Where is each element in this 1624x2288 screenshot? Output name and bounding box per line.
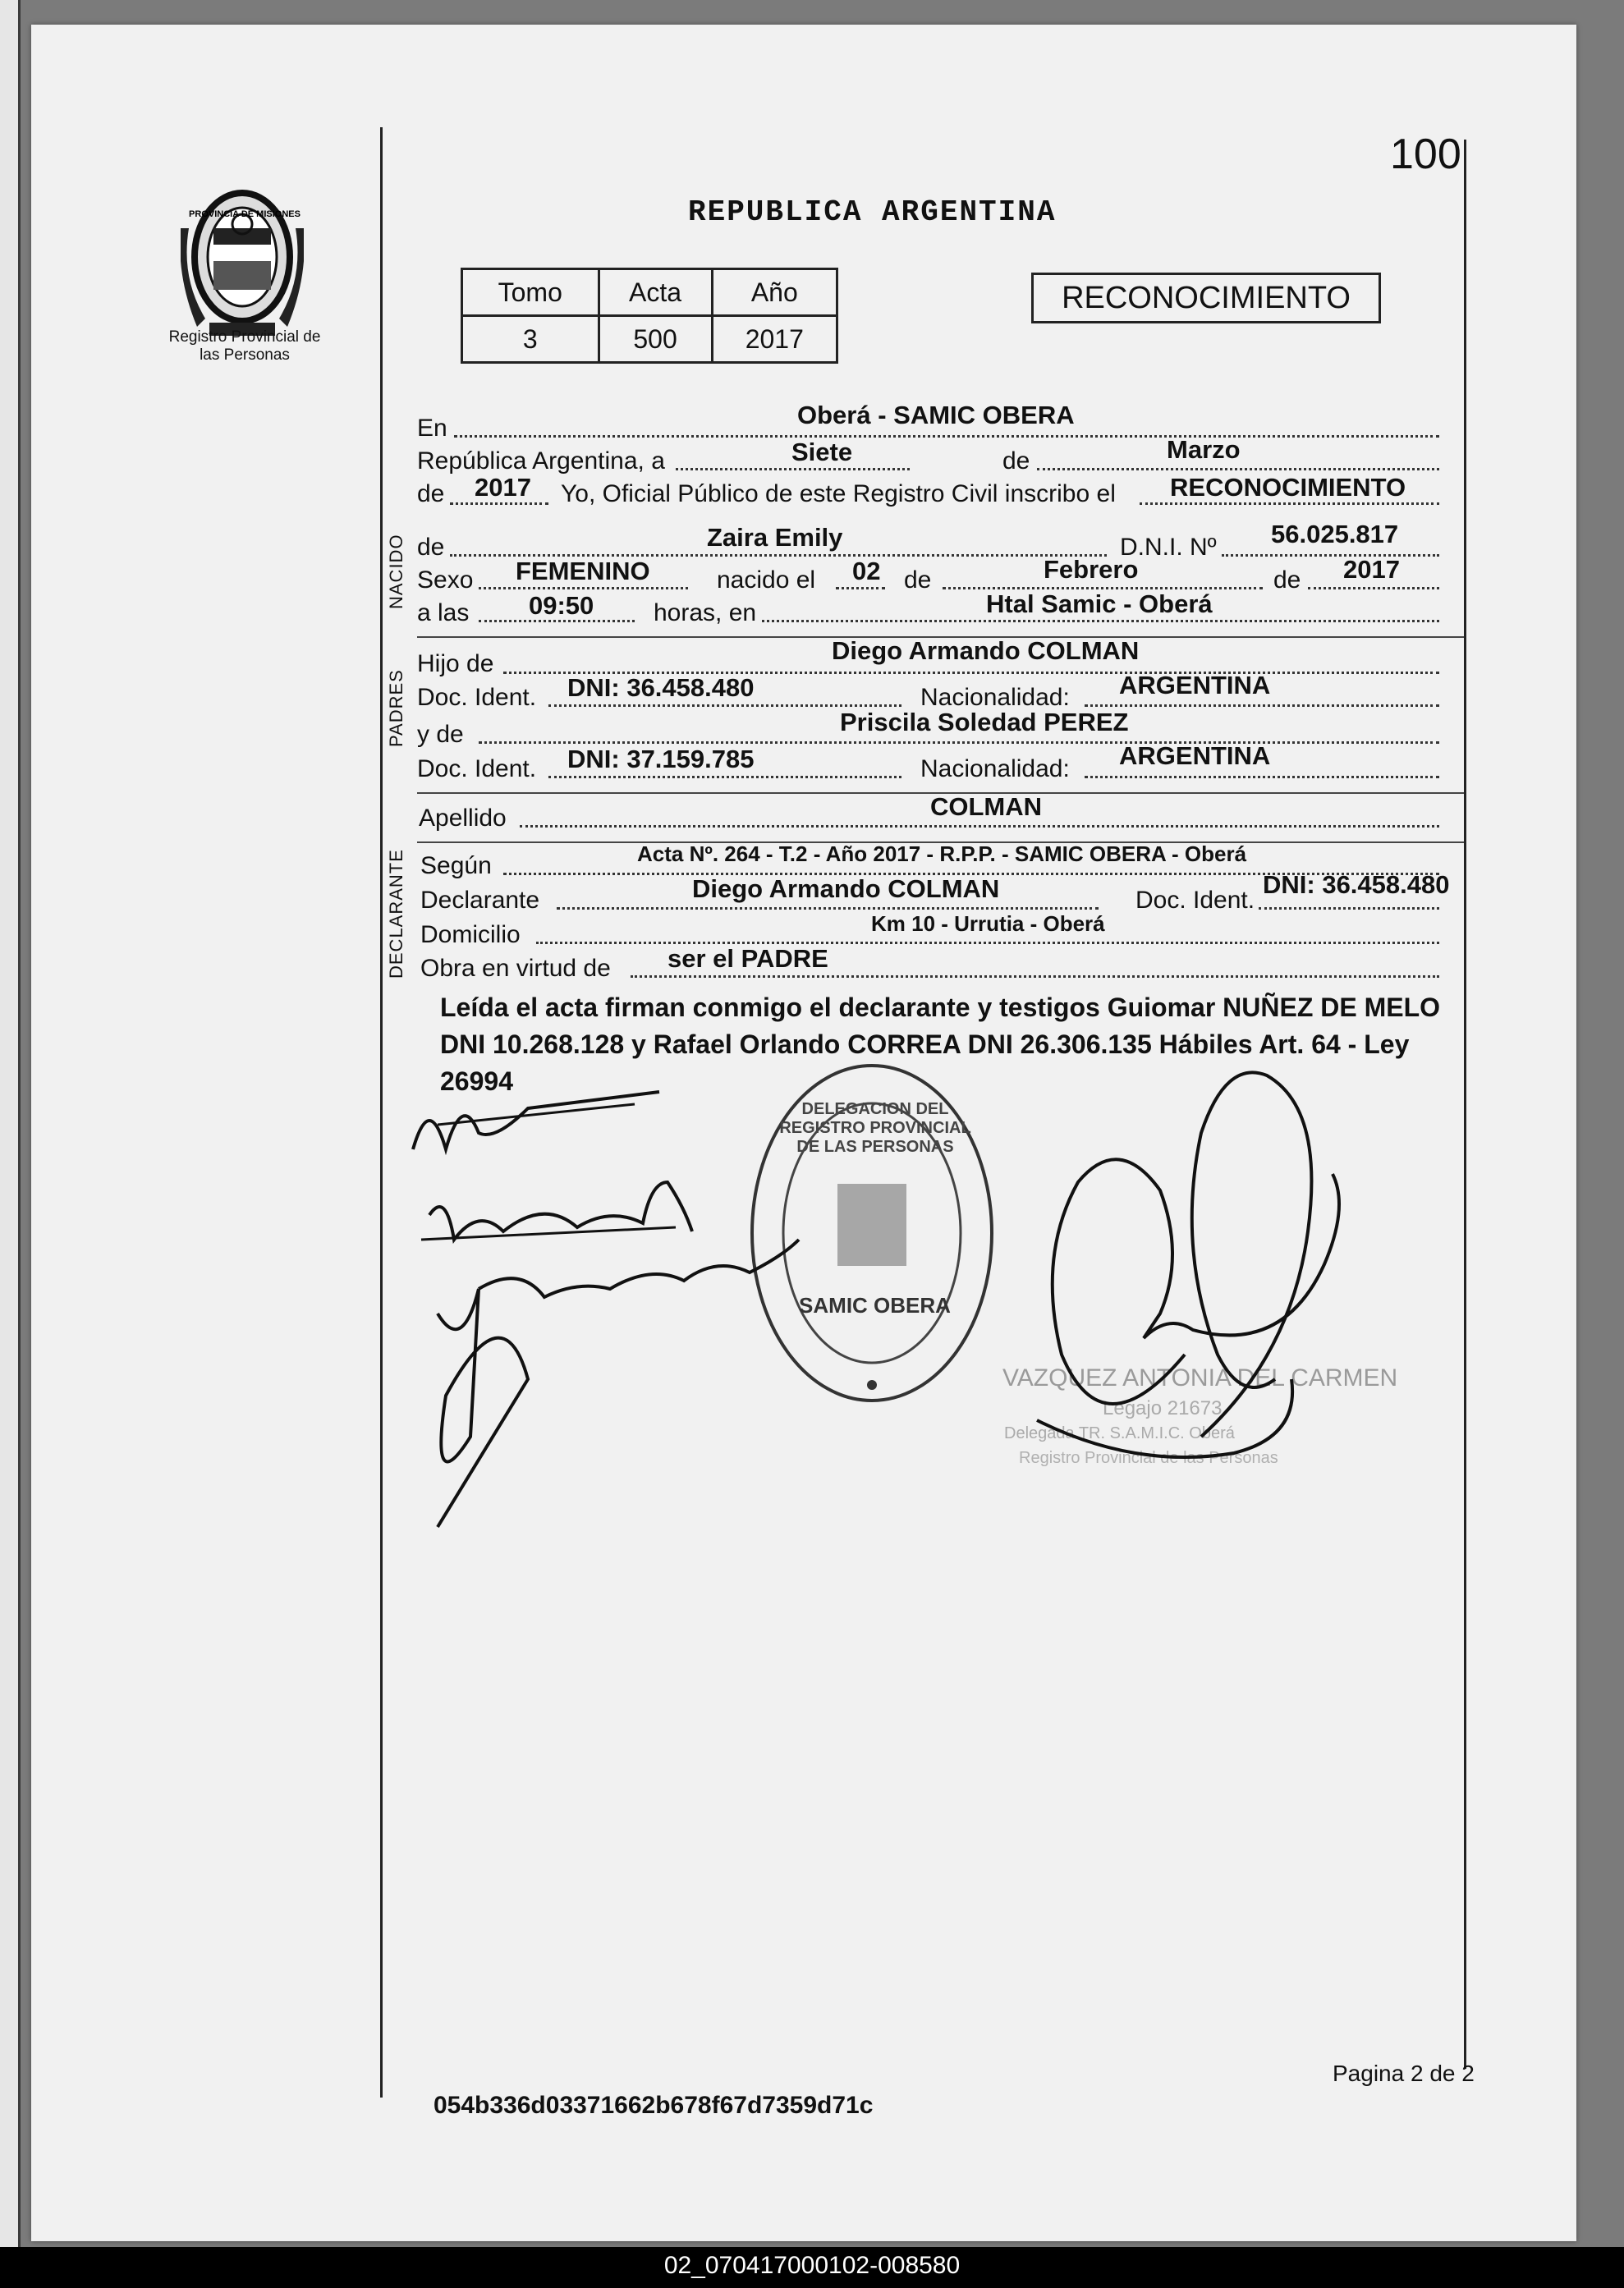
label-doc-ident: Doc. Ident.	[417, 755, 537, 782]
record-table	[461, 268, 838, 364]
label-nacionalidad: Nacionalidad:	[920, 755, 1070, 782]
label-apellido: Apellido	[419, 805, 507, 832]
document-hash: 054b336d03371662b678f67d7359d71c	[434, 2092, 874, 2119]
dotted-line	[631, 975, 1439, 978]
label-obra: Obra en virtud de	[420, 955, 611, 982]
official-cargo: Delegada TR. S.A.M.I.C. Oberá	[1004, 1424, 1235, 1442]
dotted-line	[1222, 554, 1439, 557]
coat-of-arms-logo	[181, 179, 304, 343]
label-hijo-de: Hijo de	[417, 650, 494, 677]
value-dia-nac: 02	[852, 557, 881, 585]
side-label-nacido: NACIDO	[386, 534, 406, 609]
table-value-acta: 500	[599, 316, 712, 363]
value-segun: Acta Nº. 264 - T.2 - Año 2017 - R.P.P. - SAMIC OBERA - Oberá	[637, 841, 1247, 866]
value-padre-doc: DNI: 36.458.480	[567, 673, 755, 702]
pagination: Pagina 2 de 2	[1333, 2061, 1475, 2086]
dotted-line	[676, 468, 910, 470]
adjacent-page-edge	[0, 0, 21, 2288]
stamp-ring-text: DELEGACION DEL REGISTRO PROVINCIAL DE LAS PERSONAS	[779, 1100, 971, 1156]
value-acto: RECONOCIMIENTO	[1170, 473, 1406, 502]
dotted-line	[1259, 907, 1439, 910]
label-domicilio: Domicilio	[420, 921, 521, 948]
value-nombre: Zaira Emily	[707, 523, 843, 552]
label-dni-n: D.N.I. Nº	[1120, 534, 1217, 561]
label-nacionalidad: Nacionalidad:	[920, 684, 1070, 711]
dotted-line	[520, 825, 1439, 828]
dotted-line	[454, 435, 1439, 438]
dotted-line	[557, 907, 1099, 910]
official-legajo: Legajo 21673	[1103, 1397, 1223, 1419]
signatures	[380, 1043, 1472, 1560]
value-madre: Priscila Soledad PEREZ	[840, 708, 1129, 736]
record-table-header-row	[462, 269, 837, 316]
label-de: de	[417, 480, 445, 507]
dotted-line	[1037, 468, 1439, 470]
dotted-line	[1140, 502, 1439, 505]
dotted-line	[1308, 587, 1439, 589]
value-lugar: Oberá - SAMIC OBERA	[797, 401, 1075, 429]
label-horas-en: horas, en	[654, 599, 757, 626]
dotted-line	[762, 620, 1439, 622]
value-anio: 2017	[475, 473, 531, 502]
label-yo-oficial: Yo, Oficial Público de este Registro Civil inscribo el	[561, 480, 1116, 507]
table-header-tomo: Tomo	[462, 269, 599, 316]
file-id: 02_070417000102-008580	[663, 2252, 961, 2279]
value-hora: 09:50	[529, 591, 594, 620]
file-id-bar	[0, 2247, 1624, 2288]
registry-label: Registro Provincial de las Personas	[168, 328, 321, 364]
value-dia: Siete	[791, 438, 853, 466]
official-name: VAZQUEZ ANTONIA DEL CARMEN	[1002, 1364, 1398, 1392]
value-domicilio: Km 10 - Urrutia - Oberá	[871, 911, 1105, 936]
value-padre: Diego Armando COLMAN	[832, 636, 1140, 665]
label-en: En	[417, 415, 447, 442]
value-sexo: FEMENINO	[516, 557, 650, 585]
label-declarante: Declarante	[420, 887, 540, 914]
stamp-center-text: SAMIC OBERA	[799, 1293, 951, 1318]
value-declarante-doc: DNI: 36.458.480	[1263, 870, 1450, 899]
label-de: de	[417, 534, 445, 561]
label-y-de: y de	[417, 721, 464, 748]
label-republica: República Argentina, a	[417, 447, 665, 475]
table-value-anio: 2017	[712, 316, 837, 363]
dotted-line	[548, 776, 901, 778]
label-segun: Según	[420, 852, 492, 879]
side-label-padres: PADRES	[386, 669, 406, 747]
value-mes: Marzo	[1167, 435, 1241, 464]
dotted-line	[836, 587, 885, 589]
value-apellido: COLMAN	[930, 792, 1043, 821]
value-madre-nac: ARGENTINA	[1119, 741, 1271, 770]
table-header-acta: Acta	[599, 269, 712, 316]
act-type-box: RECONOCIMIENTO	[1031, 273, 1381, 323]
value-padre-nac: ARGENTINA	[1119, 671, 1271, 699]
dotted-line	[479, 741, 1439, 744]
value-obra: ser el PADRE	[667, 944, 828, 973]
label-a-las: a las	[417, 599, 470, 626]
dotted-line	[450, 502, 548, 505]
dotted-line	[479, 587, 688, 589]
document-page	[31, 25, 1576, 2241]
value-dni: 56.025.817	[1271, 520, 1399, 548]
record-table-value-row	[462, 316, 837, 363]
label-nacido-el: nacido el	[717, 566, 816, 594]
value-madre-doc: DNI: 37.159.785	[567, 745, 755, 773]
side-label-declarante: DECLARANTE	[386, 849, 406, 979]
value-lugar-nac: Htal Samic - Oberá	[986, 589, 1213, 618]
seal-text: PROVINCIA DE MISIONES	[189, 209, 300, 219]
table-value-tomo: 3	[462, 316, 599, 363]
label-sexo: Sexo	[417, 566, 474, 594]
value-declarante: Diego Armando COLMAN	[692, 874, 1000, 903]
value-anio-nac: 2017	[1343, 555, 1400, 584]
page-title: REPUBLICA ARGENTINA	[688, 195, 1057, 229]
label-de: de	[904, 566, 932, 594]
table-header-anio: Año	[712, 269, 837, 316]
label-doc-ident: Doc. Ident.	[1135, 887, 1255, 914]
official-registry: Registro Provincial de las Personas	[1019, 1449, 1278, 1467]
label-doc-ident: Doc. Ident.	[417, 684, 537, 711]
dotted-line	[1085, 776, 1439, 778]
page-number: 100	[1390, 131, 1461, 178]
dotted-line	[548, 704, 901, 707]
label-de: de	[1002, 447, 1030, 475]
value-mes-nac: Febrero	[1044, 555, 1139, 584]
closing-text: Leída el acta firman conmigo el declarante y testigos Guiomar NUÑEZ DE MELO DNI 10.268.128 y Rafael Orlando CORREA DNI 26.306.135 Hábiles Art. 64 - Ley 26994	[440, 993, 1441, 1096]
label-de: de	[1273, 566, 1301, 594]
dotted-line	[1085, 704, 1439, 707]
